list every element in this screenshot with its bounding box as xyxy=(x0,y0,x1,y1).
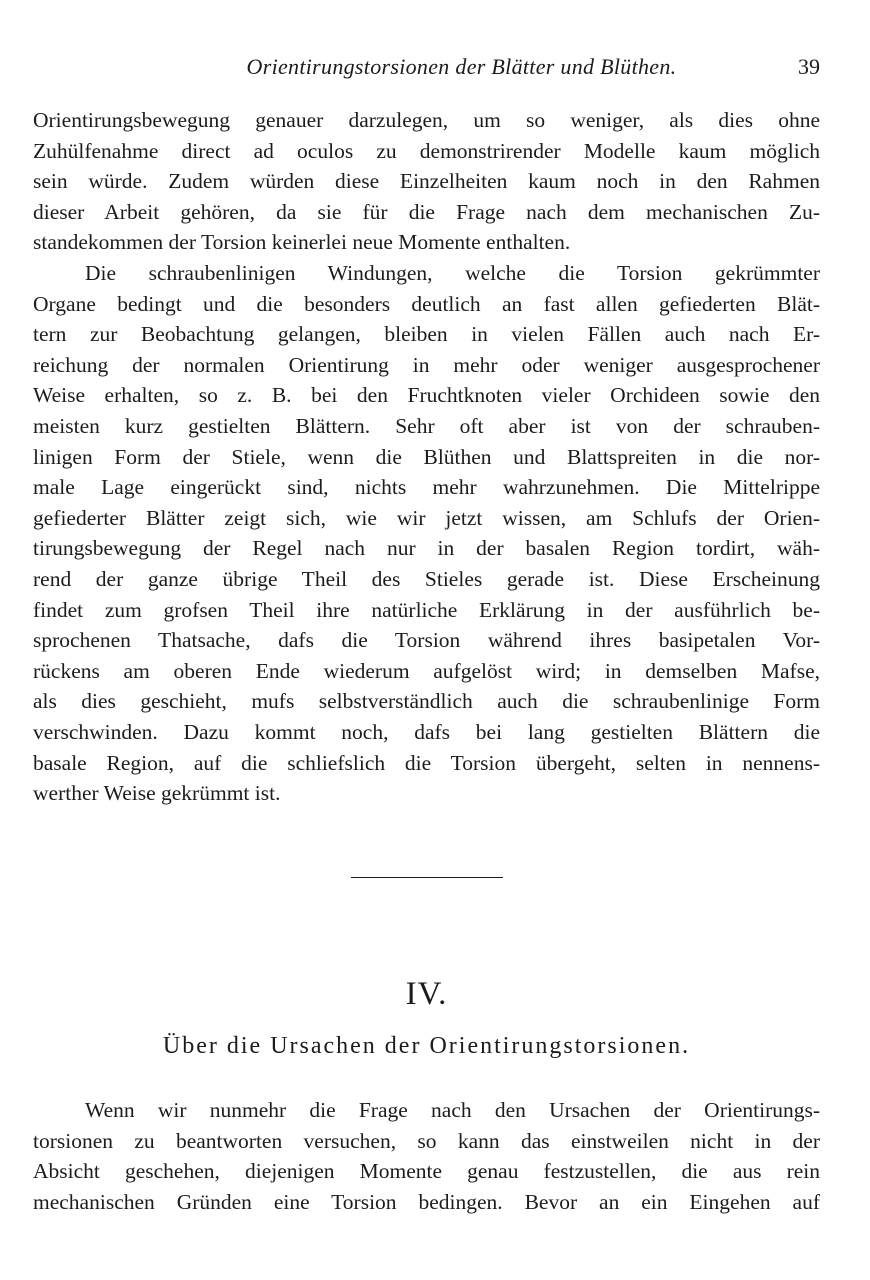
text-line: Absicht geschehen, diejenigen Momente genau festzustellen, die aus rein xyxy=(33,1159,820,1184)
text-line: mechanischen Gründen eine Torsion bedingen. Bevor an ein Eingehen auf xyxy=(33,1189,820,1214)
text-line: standekommen der Torsion keinerlei neue Momente enthalten. xyxy=(33,230,571,255)
text-line: torsionen zu beantworten versuchen, so kann das einstweilen nicht in der xyxy=(33,1128,820,1153)
section-title: Über die Ursachen der Orientirungstorsionen. xyxy=(162,1033,691,1059)
paragraph-3 xyxy=(33,1095,820,1217)
text-line: dieser Arbeit gehören, da sie für die Frage nach dem mechanischen Zu- xyxy=(33,199,820,224)
text-line: Orientirungsbewegung genauer darzulegen, um so weniger, als dies ohne xyxy=(33,108,820,132)
text-line: Zuhülfenahme direct ad oculos zu demonstrirender Modelle kaum möglich xyxy=(33,138,820,163)
text-line: Die schraubenlinigen Windungen, welche die Torsion gekrümmter xyxy=(85,261,820,285)
text-line: meisten kurz gestielten Blättern. Sehr oft aber ist von der schrauben- xyxy=(33,413,820,438)
text-line: werther Weise gekrümmt ist. xyxy=(33,781,281,806)
text-line: findet zum grofsen Theil ihre natürliche Erklärung in der ausführlich be- xyxy=(33,597,820,622)
text-line: Organe bedingt und die besonders deutlich an fast allen gefiederten Blät- xyxy=(33,291,820,316)
paragraph-2 xyxy=(33,258,820,809)
text-line: reichung der normalen Orientirung in mehr oder weniger ausgesprochener xyxy=(33,352,820,377)
running-head xyxy=(33,54,820,82)
text-line: rückens am oberen Ende wiederum aufgelöst wird; in demselben Mafse, xyxy=(33,658,820,683)
section-divider xyxy=(351,877,503,878)
text-line: tirungsbewegung der Regel nach nur in der basalen Region tordirt, wäh- xyxy=(33,536,820,561)
text-line: gefiederter Blätter zeigt sich, wie wir jetzt wissen, am Schlufs der Orien- xyxy=(33,505,820,530)
text-line: verschwinden. Dazu kommt noch, dafs bei lang gestielten Blättern die xyxy=(33,719,820,744)
text-line: linigen Form der Stiele, wenn die Blüthen und Blattspreiten in die nor- xyxy=(33,444,820,469)
text-line: als dies geschieht, mufs selbstverständlich auch die schraubenlinige Form xyxy=(33,689,820,714)
paragraph-1 xyxy=(33,105,820,258)
text-line: male Lage eingerückt sind, nichts mehr wahrzunehmen. Die Mittelrippe xyxy=(33,475,820,500)
text-line: sprochenen Thatsache, dafs die Torsion während ihres basipetalen Vor- xyxy=(33,628,820,653)
section-number: IV. xyxy=(405,976,448,1012)
text-line: basale Region, auf die schliefslich die Torsion übergeht, selten in nennens- xyxy=(33,750,820,775)
text-line: sein würde. Zudem würden diese Einzelheiten kaum noch in den Rahmen xyxy=(33,169,820,194)
running-title: Orientirungstorsionen der Blätter und Blüthen. xyxy=(246,54,677,79)
text-line: Weise erhalten, so z. B. bei den Fruchtknoten vieler Orchideen sowie den xyxy=(33,383,820,408)
text-line: rend der ganze übrige Theil des Stieles gerade ist. Diese Erscheinung xyxy=(33,566,820,591)
text-line: tern zur Beobachtung gelangen, bleiben in vielen Fällen auch nach Er- xyxy=(33,322,820,347)
page-number: 39 xyxy=(798,54,820,79)
text-line: Wenn wir nunmehr die Frage nach den Ursachen der Orientirungs- xyxy=(85,1098,820,1122)
